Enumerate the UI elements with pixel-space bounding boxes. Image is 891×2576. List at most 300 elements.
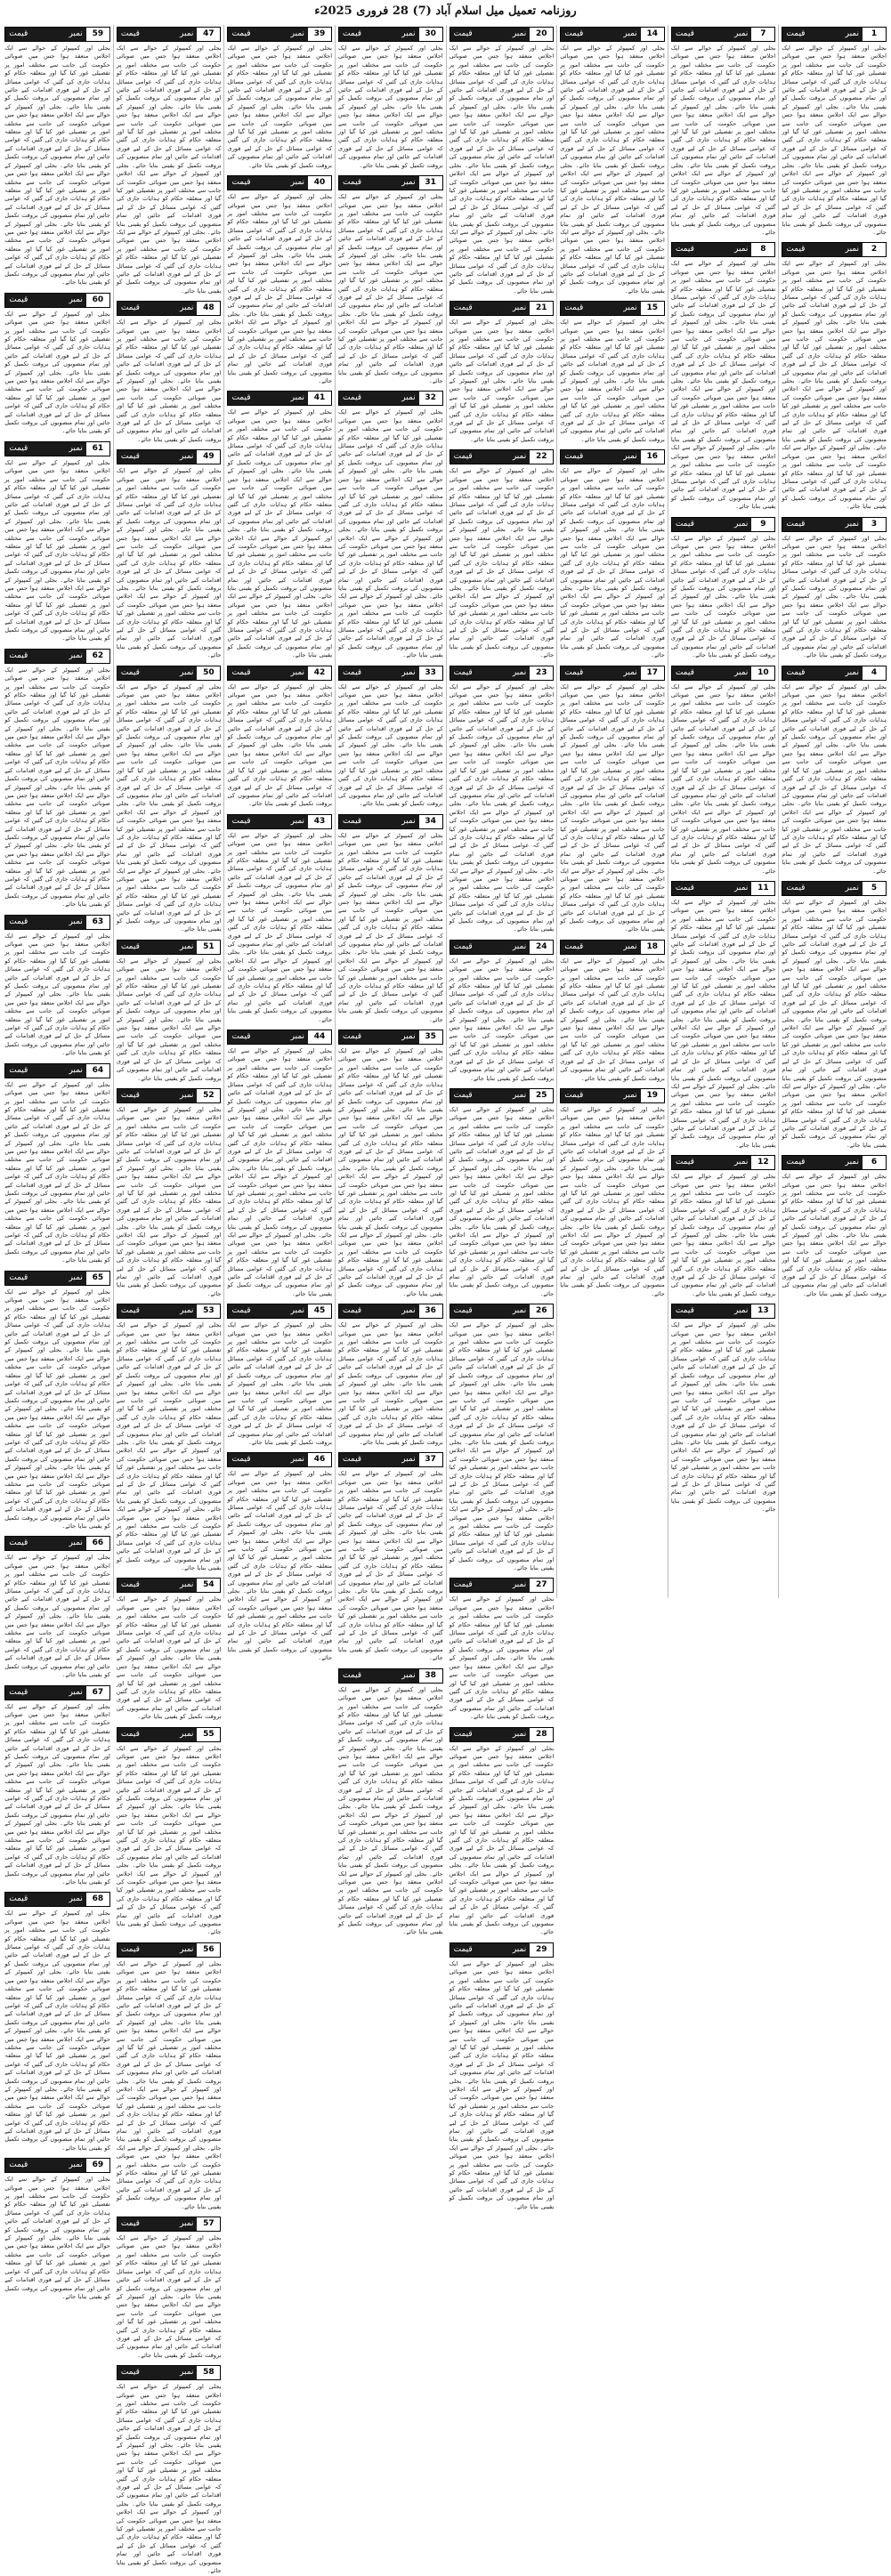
entry-heading [339, 392, 419, 405]
entry-number: 43 [308, 815, 331, 828]
entry-type: قیمت [120, 452, 140, 462]
news-column [778, 25, 889, 1598]
entry-header-bar [227, 1452, 332, 1467]
entry-label: نمبر [512, 1729, 527, 1739]
entry-heading [339, 1030, 419, 1044]
news-entry [117, 2365, 222, 2575]
entry-heading [5, 1893, 86, 1906]
entry-body: بجلی اور کمپیوٹر کے حوالے سے ایک اجلاس منعقد ہوا جس میں صوبائی حکومت کی جانب سے مختلف امور پر تفصیلی غور کیا گیا اور متعلقہ حکام کو ہدایات جاری کی گئیں کہ عوامی مسائل کے حل کے لیے فوری اقدامات کیے جائیں اور تمام منصوبوں کی بروقت تکمیل کو یقینی بنایا جائے۔ بجلی اور کمپیوٹر کے حوالے سے ایک اجلاس منعقد ہوا جس میں صوبائی حکومت کی جانب سے مختلف امور پر تفصیلی غور کیا گیا اور متعلقہ حکام کو ہدایات جاری کی گئیں کہ عوامی مسائل کے حل کے لیے فوری اقدامات کیے جائیں اور تمام منصوبوں کی بروقت تکمیل کو یقینی بنایا جائے۔ بجلی اور کمپیوٹر کے حوالے سے ایک اجلاس منعقد ہوا جس میں صوبائی حکومت کی جانب سے مختلف امور پر تفصیلی غور کیا گیا اور متعلقہ حکام کو ہدایات جاری کی گئیں کہ عوامی مسائل کے حل کے لیے فوری اقدامات کیے جائیں اور تمام منصوبوں کی بروقت تکمیل کو یقینی بنایا جائے۔ [116, 2383, 222, 2575]
news-entry [560, 301, 665, 444]
entry-type: قیمت [786, 519, 806, 529]
entry-number: 7 [751, 28, 774, 41]
entry-header-bar [117, 1304, 222, 1319]
entry-type: قیمت [675, 29, 694, 38]
news-entry [4, 915, 110, 1058]
entry-header-bar [227, 175, 332, 190]
entry-label: نمبر [69, 650, 83, 660]
entry-header-bar [4, 1892, 110, 1907]
entry-number: 20 [530, 28, 553, 41]
entry-label: نمبر [401, 1306, 416, 1316]
entry-number: 17 [641, 666, 664, 680]
entry-body: بجلی اور کمپیوٹر کے حوالے سے ایک اجلاس منعقد ہوا جس میں صوبائی حکومت کی جانب سے مختلف امور پر تفصیلی غور کیا گیا اور متعلقہ حکام کو ہدایات جاری کی گئیں کہ عوامی مسائل کے حل کے لیے فوری اقدامات کیے جائیں اور تمام منصوبوں کی بروقت تکمیل کو یقینی بنایا جائے۔ بجلی اور کمپیوٹر کے حوالے سے ایک اجلاس منعقد ہوا جس میں صوبائی حکومت کی جانب سے مختلف امور پر تفصیلی غور کیا گیا اور متعلقہ حکام کو ہدایات جاری کی گئیں کہ عوامی مسائل کے حل کے لیے فوری اقدامات کیے جائیں اور تمام منصوبوں کی بروقت تکمیل کو یقینی بنایا جائے۔ بجلی اور کمپیوٹر کے حوالے سے ایک اجلاس منعقد ہوا جس میں صوبائی حکومت کی جانب سے مختلف امور پر تفصیلی غور کیا گیا اور متعلقہ حکام کو ہدایات جاری کی گئیں کہ عوامی مسائل کے حل کے لیے فوری اقدامات کیے جائیں اور تمام منصوبوں کی بروقت تکمیل کو یقینی بنایا جائے۔ بجلی اور کمپیوٹر کے حوالے سے ایک اجلاس منعقد ہوا جس میں صوبائی حکومت کی جانب سے مختلف امور پر تفصیلی غور کیا گیا اور متعلقہ حکام کو ہدایات جاری کی گئیں کہ عوامی مسائل کے حل کے لیے فوری اقدامات کیے جائیں اور تمام منصوبوں کی بروقت تکمیل کو یقینی بنایا جائے۔ [338, 408, 443, 659]
entry-body: بجلی اور کمپیوٹر کے حوالے سے ایک اجلاس منعقد ہوا جس میں صوبائی حکومت کی جانب سے مختلف امور پر تفصیلی غور کیا گیا اور متعلقہ حکام کو ہدایات جاری کی گئیں کہ عوامی مسائل کے حل کے لیے فوری اقدامات کیے جائیں اور تمام منصوبوں کی بروقت تکمیل کو یقینی بنایا جائے۔ بجلی اور کمپیوٹر کے حوالے سے ایک اجلاس منعقد ہوا جس میں صوبائی حکومت کی جانب سے مختلف امور پر تفصیلی غور کیا گیا اور متعلقہ حکام کو ہدایات جاری کی گئیں کہ عوامی مسائل کے حل کے لیے فوری اقدامات کیے جائیں اور تمام منصوبوں کی بروقت تکمیل کو یقینی بنایا جائے۔ [449, 957, 555, 1082]
news-entry [338, 391, 443, 659]
entry-heading [5, 1064, 86, 1078]
entry-body: بجلی اور کمپیوٹر کے حوالے سے ایک اجلاس منعقد ہوا جس میں صوبائی حکومت کی جانب سے مختلف امور پر تفصیلی غور کیا گیا اور متعلقہ حکام کو ہدایات جاری کی گئیں کہ عوامی مسائل کے حل کے لیے فوری اقدامات کیے جائیں اور تمام منصوبوں کی بروقت تکمیل کو یقینی بنایا جائے۔ بجلی اور کمپیوٹر کے حوالے سے ایک اجلاس منعقد ہوا جس میں صوبائی حکومت کی جانب سے مختلف امور پر تفصیلی غور کیا گیا اور متعلقہ حکام کو ہدایات جاری کی گئیں کہ عوامی مسائل کے حل کے لیے فوری اقدامات کیے جائیں اور تمام منصوبوں کی بروقت تکمیل کو یقینی بنایا جائے۔ بجلی اور کمپیوٹر کے حوالے سے ایک اجلاس منعقد ہوا جس میں صوبائی حکومت کی جانب سے مختلف امور پر تفصیلی غور کیا گیا اور متعلقہ حکام کو ہدایات جاری کی گئیں کہ عوامی مسائل کے حل کے لیے فوری اقدامات کیے جائیں اور تمام منصوبوں کی بروقت تکمیل کو یقینی بنایا جائے۔ بجلی اور کمپیوٹر کے حوالے سے ایک اجلاس منعقد ہوا جس میں صوبائی حکومت کی جانب سے مختلف امور پر تفصیلی غور کیا گیا اور متعلقہ حکام کو ہدایات جاری کی گئیں کہ عوامی مسائل کے حل کے لیے فوری اقدامات کیے جائیں اور تمام منصوبوں کی بروقت تکمیل کو یقینی بنایا جائے۔ [338, 1047, 443, 1297]
entry-heading [5, 1272, 86, 1285]
entry-body: بجلی اور کمپیوٹر کے حوالے سے ایک اجلاس منعقد ہوا جس میں صوبائی حکومت کی جانب سے مختلف امور پر تفصیلی غور کیا گیا اور متعلقہ حکام کو ہدایات جاری کی گئیں کہ عوامی مسائل کے حل کے لیے فوری اقدامات کیے جائیں اور تمام منصوبوں کی بروقت تکمیل کو یقینی بنایا جائے۔ بجلی اور کمپیوٹر کے حوالے سے ایک اجلاس منعقد ہوا جس میں صوبائی حکومت کی جانب سے مختلف امور پر تفصیلی غور کیا گیا اور متعلقہ حکام کو ہدایات جاری کی گئیں کہ عوامی مسائل کے حل کے لیے فوری اقدامات کیے جائیں اور تمام منصوبوں کی بروقت تکمیل کو یقینی بنایا جائے۔ [449, 1595, 555, 1721]
entry-body: بجلی اور کمپیوٹر کے حوالے سے ایک اجلاس منعقد ہوا جس میں صوبائی حکومت کی جانب سے مختلف امور پر تفصیلی غور کیا گیا اور متعلقہ حکام کو ہدایات جاری کی گئیں کہ عوامی مسائل کے حل کے لیے فوری اقدامات کیے جائیں اور تمام منصوبوں کی بروقت تکمیل کو یقینی بنایا جائے۔ بجلی اور کمپیوٹر کے حوالے سے ایک اجلاس منعقد ہوا جس میں صوبائی حکومت کی جانب سے مختلف امور پر تفصیلی غور کیا گیا اور متعلقہ حکام کو ہدایات جاری کی گئیں کہ عوامی مسائل کے حل کے لیے فوری اقدامات کیے جائیں اور تمام منصوبوں کی بروقت تکمیل کو یقینی بنایا جائے۔ [449, 319, 555, 443]
entry-type: قیمت [231, 667, 251, 677]
entry-header-bar [117, 449, 222, 464]
news-entry [4, 1536, 110, 1679]
entry-type: قیمت [675, 667, 694, 677]
entry-type: قیمت [9, 295, 28, 304]
entry-heading [339, 815, 419, 828]
entry-type: قیمت [120, 2368, 140, 2378]
entry-label: نمبر [69, 29, 83, 38]
news-entry [338, 814, 443, 1024]
entry-heading [672, 243, 752, 256]
entry-label: نمبر [845, 883, 859, 892]
entry-heading [450, 1728, 531, 1741]
entry-header-bar [4, 649, 110, 664]
entry-number: 63 [86, 916, 109, 929]
entry-label: نمبر [69, 1538, 83, 1548]
news-entry [4, 293, 110, 436]
entry-type: قیمت [120, 667, 140, 677]
entry-label: نمبر [512, 1090, 527, 1100]
entry-label: نمبر [69, 443, 83, 453]
news-entry [117, 1578, 222, 1721]
entry-number: 48 [197, 302, 220, 315]
entry-heading [228, 1030, 308, 1044]
entry-body: بجلی اور کمپیوٹر کے حوالے سے ایک اجلاس منعقد ہوا جس میں صوبائی حکومت کی جانب سے مختلف امور پر تفصیلی غور کیا گیا اور متعلقہ حکام کو ہدایات جاری کی گئیں کہ عوامی مسائل کے حل کے لیے فوری اقدامات کیے جائیں اور تمام منصوبوں کی بروقت تکمیل کو یقینی بنایا جائے۔ بجلی اور کمپیوٹر کے حوالے سے ایک اجلاس منعقد ہوا جس میں صوبائی حکومت کی جانب سے مختلف امور پر تفصیلی غور کیا گیا اور متعلقہ حکام کو ہدایات جاری کی گئیں کہ عوامی مسائل کے حل کے لیے فوری اقدامات کیے جائیں اور تمام منصوبوں کی بروقت تکمیل کو یقینی بنایا جائے۔ بجلی اور کمپیوٹر کے حوالے سے ایک اجلاس منعقد ہوا جس میں صوبائی حکومت کی جانب سے مختلف امور پر تفصیلی غور کیا گیا اور متعلقہ حکام کو ہدایات جاری کی گئیں کہ عوامی مسائل کے حل کے لیے فوری اقدامات کیے جائیں اور تمام منصوبوں کی بروقت تکمیل کو یقینی بنایا جائے۔ [116, 1105, 222, 1297]
entry-header-bar [227, 1030, 332, 1045]
entry-body: بجلی اور کمپیوٹر کے حوالے سے ایک اجلاس منعقد ہوا جس میں صوبائی حکومت کی جانب سے مختلف امور پر تفصیلی غور کیا گیا اور متعلقہ حکام کو ہدایات جاری کی گئیں کہ عوامی مسائل کے حل کے لیے فوری اقدامات کیے جائیں اور تمام منصوبوں کی بروقت تکمیل کو یقینی بنایا جائے۔ بجلی اور کمپیوٹر کے حوالے سے ایک اجلاس منعقد ہوا جس میں صوبائی حکومت کی جانب سے مختلف امور پر تفصیلی غور کیا گیا اور متعلقہ حکام کو ہدایات جاری کی گئیں کہ عوامی مسائل کے حل کے لیے فوری اقدامات کیے جائیں اور تمام منصوبوں کی بروقت تکمیل کو یقینی بنایا جائے۔ [4, 932, 110, 1057]
entry-body: بجلی اور کمپیوٹر کے حوالے سے ایک اجلاس منعقد ہوا جس میں صوبائی حکومت کی جانب سے مختلف امور پر تفصیلی غور کیا گیا اور متعلقہ حکام کو ہدایات جاری کی گئیں کہ عوامی مسائل کے حل کے لیے فوری اقدامات کیے جائیں اور تمام منصوبوں کی بروقت تکمیل کو یقینی بنایا جائے۔ بجلی اور کمپیوٹر کے حوالے سے ایک اجلاس منعقد ہوا جس میں صوبائی حکومت کی جانب سے مختلف امور پر تفصیلی غور کیا گیا اور متعلقہ حکام کو ہدایات جاری کی گئیں کہ عوامی مسائل کے حل کے لیے فوری اقدامات کیے جائیں اور تمام منصوبوں کی بروقت تکمیل کو یقینی بنایا جائے۔ بجلی اور کمپیوٹر کے حوالے سے ایک اجلاس منعقد ہوا جس میں صوبائی حکومت کی جانب سے مختلف امور پر تفصیلی غور کیا گیا اور متعلقہ حکام کو ہدایات جاری کی گئیں کہ عوامی مسائل کے حل کے لیے فوری اقدامات کیے جائیں اور تمام منصوبوں کی بروقت تکمیل کو یقینی بنایا جائے۔ [670, 1321, 776, 1514]
entry-label: نمبر [180, 1729, 194, 1739]
entry-header-bar [117, 1942, 222, 1958]
entry-number: 38 [419, 1669, 442, 1683]
masthead: روزنامہ تعمیل میل اسلام آباد (7) 28 فروری 2025ء [314, 4, 577, 18]
entry-body: بجلی اور کمپیوٹر کے حوالے سے ایک اجلاس منعقد ہوا جس میں صوبائی حکومت کی جانب سے مختلف امور پر تفصیلی غور کیا گیا اور متعلقہ حکام کو ہدایات جاری کی گئیں کہ عوامی مسائل کے حل کے لیے فوری اقدامات کیے جائیں اور تمام منصوبوں کی بروقت تکمیل کو یقینی بنایا جائے۔ بجلی اور کمپیوٹر کے حوالے سے ایک اجلاس منعقد ہوا جس میں صوبائی حکومت کی جانب سے مختلف امور پر تفصیلی غور کیا گیا اور متعلقہ حکام کو ہدایات جاری کی گئیں کہ عوامی مسائل کے حل کے لیے فوری اقدامات کیے جائیں اور تمام منصوبوں کی بروقت تکمیل کو یقینی بنایا جائے۔ بجلی اور کمپیوٹر کے حوالے سے ایک اجلاس منعقد ہوا جس میں صوبائی حکومت کی جانب سے مختلف امور پر تفصیلی غور کیا گیا اور متعلقہ حکام کو ہدایات جاری کی گئیں کہ عوامی مسائل کے حل کے لیے فوری اقدامات کیے جائیں اور تمام منصوبوں کی بروقت تکمیل کو یقینی بنایا جائے۔ بجلی اور کمپیوٹر کے حوالے سے ایک اجلاس منعقد ہوا جس میں صوبائی حکومت کی جانب سے مختلف امور پر تفصیلی غور کیا گیا اور متعلقہ حکام کو ہدایات جاری کی گئیں کہ عوامی مسائل کے حل کے لیے فوری اقدامات کیے جائیں اور تمام منصوبوں کی بروقت تکمیل کو یقینی بنایا جائے۔ [782, 898, 887, 1149]
news-entry [782, 881, 887, 1150]
entry-type: قیمت [786, 667, 806, 677]
entry-heading [450, 302, 531, 315]
news-entry [782, 27, 887, 237]
entry-label: نمبر [290, 667, 305, 677]
entry-header-bar [560, 27, 665, 42]
entry-number: 52 [197, 1089, 220, 1102]
entry-label: نمبر [845, 667, 859, 677]
news-entry [117, 1942, 222, 2211]
entry-label: نمبر [623, 1090, 637, 1100]
entry-header-bar [560, 301, 665, 316]
entry-type: قیمت [9, 1538, 28, 1548]
news-entry [4, 1892, 110, 2152]
entry-body: بجلی اور کمپیوٹر کے حوالے سے ایک اجلاس منعقد ہوا جس میں صوبائی حکومت کی جانب سے مختلف امور پر تفصیلی غور کیا گیا اور متعلقہ حکام کو ہدایات جاری کی گئیں کہ عوامی مسائل کے حل کے لیے فوری اقدامات کیے جائیں اور تمام منصوبوں کی بروقت تکمیل کو یقینی بنایا جائے۔ بجلی اور کمپیوٹر کے حوالے سے ایک اجلاس منعقد ہوا جس میں صوبائی حکومت کی جانب سے مختلف امور پر تفصیلی غور کیا گیا اور متعلقہ حکام کو ہدایات جاری کی گئیں کہ عوامی مسائل کے حل کے لیے فوری اقدامات کیے جائیں اور تمام منصوبوں کی بروقت تکمیل کو یقینی بنایا جائے۔ [670, 534, 776, 659]
entry-number: 2 [863, 243, 886, 256]
news-entry [227, 175, 332, 385]
entry-number: 45 [308, 1304, 331, 1318]
entry-body: بجلی اور کمپیوٹر کے حوالے سے ایک اجلاس منعقد ہوا جس میں صوبائی حکومت کی جانب سے مختلف امور پر تفصیلی غور کیا گیا اور متعلقہ حکام کو ہدایات جاری کی گئیں کہ عوامی مسائل کے حل کے لیے فوری اقدامات کیے جائیں اور تمام منصوبوں کی بروقت تکمیل کو یقینی بنایا جائے۔ بجلی اور کمپیوٹر کے حوالے سے ایک اجلاس منعقد ہوا جس میں صوبائی حکومت کی جانب سے مختلف امور پر تفصیلی غور کیا گیا اور متعلقہ حکام کو ہدایات جاری کی گئیں کہ عوامی مسائل کے حل کے لیے فوری اقدامات کیے جائیں اور تمام منصوبوں کی بروقت تکمیل کو یقینی بنایا جائے۔ بجلی اور کمپیوٹر کے حوالے سے ایک اجلاس منعقد ہوا جس میں صوبائی حکومت کی جانب سے مختلف امور پر تفصیلی غور کیا گیا اور متعلقہ حکام کو ہدایات جاری کی گئیں کہ عوامی مسائل کے حل کے لیے فوری اقدامات کیے جائیں اور تمام منصوبوں کی بروقت تکمیل کو یقینی بنایا جائے۔ [4, 458, 110, 642]
entry-heading [561, 666, 641, 680]
entry-type: قیمت [343, 667, 362, 677]
entry-number: 31 [419, 176, 442, 190]
entry-type: قیمت [675, 1306, 694, 1316]
entry-body: بجلی اور کمپیوٹر کے حوالے سے ایک اجلاس منعقد ہوا جس میں صوبائی حکومت کی جانب سے مختلف امور پر تفصیلی غور کیا گیا اور متعلقہ حکام کو ہدایات جاری کی گئیں کہ عوامی مسائل کے حل کے لیے فوری اقدامات کیے جائیں اور تمام منصوبوں کی بروقت تکمیل کو یقینی بنایا جائے۔ بجلی اور کمپیوٹر کے حوالے سے ایک اجلاس منعقد ہوا جس میں صوبائی حکومت کی جانب سے مختلف امور پر تفصیلی غور کیا گیا اور متعلقہ حکام کو ہدایات جاری کی گئیں کہ عوامی مسائل کے حل کے لیے فوری اقدامات کیے جائیں اور تمام منصوبوں کی بروقت تکمیل کو یقینی بنایا جائے۔ بجلی اور کمپیوٹر کے حوالے سے ایک اجلاس منعقد ہوا جس میں صوبائی حکومت کی جانب سے مختلف امور پر تفصیلی غور کیا گیا اور متعلقہ حکام کو ہدایات جاری کی گئیں کہ عوامی مسائل کے حل کے لیے فوری اقدامات کیے جائیں اور تمام منصوبوں کی بروقت تکمیل کو یقینی بنایا جائے۔ [116, 1744, 222, 1936]
entry-type: قیمت [9, 1065, 28, 1075]
entry-label: نمبر [180, 1090, 194, 1100]
entry-body: بجلی اور کمپیوٹر کے حوالے سے ایک اجلاس منعقد ہوا جس میں صوبائی حکومت کی جانب سے مختلف امور پر تفصیلی غور کیا گیا اور متعلقہ حکام کو ہدایات جاری کی گئیں کہ عوامی مسائل کے حل کے لیے فوری اقدامات کیے جائیں اور تمام منصوبوں کی بروقت تکمیل کو یقینی بنایا جائے۔ بجلی اور کمپیوٹر کے حوالے سے ایک اجلاس منعقد ہوا جس میں صوبائی حکومت کی جانب سے مختلف امور پر تفصیلی غور کیا گیا اور متعلقہ حکام کو ہدایات جاری کی گئیں کہ عوامی مسائل کے حل کے لیے فوری اقدامات کیے جائیں اور تمام منصوبوں کی بروقت تکمیل کو یقینی بنایا جائے۔ [338, 1321, 443, 1446]
entry-label: نمبر [401, 29, 416, 38]
entry-type: قیمت [453, 1306, 473, 1316]
entry-number: 26 [530, 1304, 553, 1318]
entry-heading [339, 1453, 419, 1466]
entry-type: قیمت [564, 303, 584, 313]
entry-label: نمبر [734, 29, 749, 38]
news-entry [117, 666, 222, 934]
news-entry [450, 27, 555, 295]
entry-header-bar [782, 242, 887, 257]
entry-type: قیمت [9, 1687, 28, 1697]
entry-body: بجلی اور کمپیوٹر کے حوالے سے ایک اجلاس منعقد ہوا جس میں صوبائی حکومت کی جانب سے مختلف امور پر تفصیلی غور کیا گیا اور متعلقہ حکام کو ہدایات جاری کی گئیں کہ عوامی مسائل کے حل کے لیے فوری اقدامات کیے جائیں اور تمام منصوبوں کی بروقت تکمیل کو یقینی بنایا جائے۔ بجلی اور کمپیوٹر کے حوالے سے ایک اجلاس منعقد ہوا جس میں صوبائی حکومت کی جانب سے مختلف امور پر تفصیلی غور کیا گیا اور متعلقہ حکام کو ہدایات جاری کی گئیں کہ عوامی مسائل کے حل کے لیے فوری اقدامات کیے جائیں اور تمام منصوبوں کی بروقت تکمیل کو یقینی بنایا جائے۔ [227, 682, 333, 808]
entry-heading [117, 666, 198, 680]
entry-body: بجلی اور کمپیوٹر کے حوالے سے ایک اجلاس منعقد ہوا جس میں صوبائی حکومت کی جانب سے مختلف امور پر تفصیلی غور کیا گیا اور متعلقہ حکام کو ہدایات جاری کی گئیں کہ عوامی مسائل کے حل کے لیے فوری اقدامات کیے جائیں اور تمام منصوبوں کی بروقت تکمیل کو یقینی بنایا جائے۔ بجلی اور کمپیوٹر کے حوالے سے ایک اجلاس منعقد ہوا جس میں صوبائی حکومت کی جانب سے مختلف امور پر تفصیلی غور کیا گیا اور متعلقہ حکام کو ہدایات جاری کی گئیں کہ عوامی مسائل کے حل کے لیے فوری اقدامات کیے جائیں اور تمام منصوبوں کی بروقت تکمیل کو یقینی بنایا جائے۔ بجلی اور کمپیوٹر کے حوالے سے ایک اجلاس منعقد ہوا جس میں صوبائی حکومت کی جانب سے مختلف امور پر تفصیلی غور کیا گیا اور متعلقہ حکام کو ہدایات جاری کی گئیں کہ عوامی مسائل کے حل کے لیے فوری اقدامات کیے جائیں اور تمام منصوبوں کی بروقت تکمیل کو یقینی بنایا جائے۔ بجلی اور کمپیوٹر کے حوالے سے ایک اجلاس منعقد ہوا جس میں صوبائی حکومت کی جانب سے مختلف امور پر تفصیلی غور کیا گیا اور متعلقہ حکام کو ہدایات جاری کی گئیں کہ عوامی مسائل کے حل کے لیے فوری اقدامات کیے جائیں اور تمام منصوبوں کی بروقت تکمیل کو یقینی بنایا جائے۔ [560, 44, 665, 295]
entry-number: 49 [197, 450, 220, 464]
news-entry [338, 1452, 443, 1662]
entry-number: 66 [86, 1537, 109, 1550]
entry-header-bar [338, 391, 443, 406]
entry-number: 47 [197, 28, 220, 41]
news-entry [227, 1452, 332, 1662]
entry-body: بجلی اور کمپیوٹر کے حوالے سے ایک اجلاس منعقد ہوا جس میں صوبائی حکومت کی جانب سے مختلف امور پر تفصیلی غور کیا گیا اور متعلقہ حکام کو ہدایات جاری کی گئیں کہ عوامی مسائل کے حل کے لیے فوری اقدامات کیے جائیں اور تمام منصوبوں کی بروقت تکمیل کو یقینی بنایا جائے۔ بجلی اور کمپیوٹر کے حوالے سے ایک اجلاس منعقد ہوا جس میں صوبائی حکومت کی جانب سے مختلف امور پر تفصیلی غور کیا گیا اور متعلقہ حکام کو ہدایات جاری کی گئیں کہ عوامی مسائل کے حل کے لیے فوری اقدامات کیے جائیں اور تمام منصوبوں کی بروقت تکمیل کو یقینی بنایا جائے۔ [116, 957, 222, 1082]
entry-header-bar [338, 1304, 443, 1319]
entry-header-bar [338, 814, 443, 829]
entry-header-bar [671, 242, 776, 257]
news-column [335, 25, 446, 1936]
entry-header-bar [4, 441, 110, 456]
news-entry [117, 2217, 222, 2360]
entry-type: قیمت [9, 443, 28, 453]
news-entry [450, 1088, 555, 1298]
entry-type: قیمت [453, 452, 473, 462]
news-entry [117, 301, 222, 444]
entry-label: نمبر [845, 245, 859, 254]
entry-number: 55 [197, 1728, 220, 1741]
entry-number: 34 [419, 815, 442, 828]
entry-label: نمبر [180, 303, 194, 313]
news-entry [450, 1942, 555, 2211]
entry-type: قیمت [9, 650, 28, 660]
entry-label: نمبر [180, 1580, 194, 1590]
news-entry [117, 449, 222, 659]
entry-heading [5, 2159, 86, 2172]
entry-body: بجلی اور کمپیوٹر کے حوالے سے ایک اجلاس منعقد ہوا جس میں صوبائی حکومت کی جانب سے مختلف امور پر تفصیلی غور کیا گیا اور متعلقہ حکام کو ہدایات جاری کی گئیں کہ عوامی مسائل کے حل کے لیے فوری اقدامات کیے جائیں اور تمام منصوبوں کی بروقت تکمیل کو یقینی بنایا جائے۔ بجلی اور کمپیوٹر کے حوالے سے ایک اجلاس منعقد ہوا جس میں صوبائی حکومت کی جانب سے مختلف امور پر تفصیلی غور کیا گیا اور متعلقہ حکام کو ہدایات جاری کی گئیں کہ عوامی مسائل کے حل کے لیے فوری اقدامات کیے جائیں اور تمام منصوبوں کی بروقت تکمیل کو یقینی بنایا جائے۔ بجلی اور کمپیوٹر کے حوالے سے ایک اجلاس منعقد ہوا جس میں صوبائی حکومت کی جانب سے مختلف امور پر تفصیلی غور کیا گیا اور متعلقہ حکام کو ہدایات جاری کی گئیں کہ عوامی مسائل کے حل کے لیے فوری اقدامات کیے جائیں اور تمام منصوبوں کی بروقت تکمیل کو یقینی بنایا جائے۔ بجلی اور کمپیوٹر کے حوالے سے ایک اجلاس منعقد ہوا جس میں صوبائی حکومت کی جانب سے مختلف امور پر تفصیلی غور کیا گیا اور متعلقہ حکام کو ہدایات جاری کی گئیں کہ عوامی مسائل کے حل کے لیے فوری اقدامات کیے جائیں اور تمام منصوبوں کی بروقت تکمیل کو یقینی بنایا جائے۔ [116, 682, 222, 933]
entry-body: بجلی اور کمپیوٹر کے حوالے سے ایک اجلاس منعقد ہوا جس میں صوبائی حکومت کی جانب سے مختلف امور پر تفصیلی غور کیا گیا اور متعلقہ حکام کو ہدایات جاری کی گئیں کہ عوامی مسائل کے حل کے لیے فوری اقدامات کیے جائیں اور تمام منصوبوں کی بروقت تکمیل کو یقینی بنایا جائے۔ بجلی اور کمپیوٹر کے حوالے سے ایک اجلاس منعقد ہوا جس میں صوبائی حکومت کی جانب سے مختلف امور پر تفصیلی غور کیا گیا اور متعلقہ حکام کو ہدایات جاری کی گئیں کہ عوامی مسائل کے حل کے لیے فوری اقدامات کیے جائیں اور تمام منصوبوں کی بروقت تکمیل کو یقینی بنایا جائے۔ [338, 682, 443, 808]
entry-type: قیمت [120, 2219, 140, 2229]
entry-label: نمبر [180, 941, 194, 951]
entry-type: قیمت [9, 1894, 28, 1904]
entry-header-bar [450, 449, 555, 464]
entry-label: نمبر [623, 452, 637, 462]
entry-label: نمبر [401, 667, 416, 677]
entry-body: بجلی اور کمپیوٹر کے حوالے سے ایک اجلاس منعقد ہوا جس میں صوبائی حکومت کی جانب سے مختلف امور پر تفصیلی غور کیا گیا اور متعلقہ حکام کو ہدایات جاری کی گئیں کہ عوامی مسائل کے حل کے لیے فوری اقدامات کیے جائیں اور تمام منصوبوں کی بروقت تکمیل کو یقینی بنایا جائے۔ بجلی اور کمپیوٹر کے حوالے سے ایک اجلاس منعقد ہوا جس میں صوبائی حکومت کی جانب سے مختلف امور پر تفصیلی غور کیا گیا اور متعلقہ حکام کو ہدایات جاری کی گئیں کہ عوامی مسائل کے حل کے لیے فوری اقدامات کیے جائیں اور تمام منصوبوں کی بروقت تکمیل کو یقینی بنایا جائے۔ [782, 534, 887, 659]
entry-label: نمبر [512, 303, 527, 313]
entry-label: نمبر [401, 1455, 416, 1465]
entry-header-bar [450, 1942, 555, 1958]
news-entry [671, 517, 776, 660]
entry-label: نمبر [69, 917, 83, 926]
entry-body: بجلی اور کمپیوٹر کے حوالے سے ایک اجلاس منعقد ہوا جس میں صوبائی حکومت کی جانب سے مختلف امور پر تفصیلی غور کیا گیا اور متعلقہ حکام کو ہدایات جاری کی گئیں کہ عوامی مسائل کے حل کے لیے فوری اقدامات کیے جائیں اور تمام منصوبوں کی بروقت تکمیل کو یقینی بنایا جائے۔ بجلی اور کمپیوٹر کے حوالے سے ایک اجلاس منعقد ہوا جس میں صوبائی حکومت کی جانب سے مختلف امور پر تفصیلی غور کیا گیا اور متعلقہ حکام کو ہدایات جاری کی گئیں کہ عوامی مسائل کے حل کے لیے فوری اقدامات کیے جائیں اور تمام منصوبوں کی بروقت تکمیل کو یقینی بنایا جائے۔ [4, 310, 110, 435]
entry-label: نمبر [734, 883, 749, 892]
entry-number: 24 [530, 941, 553, 954]
news-entry [117, 1088, 222, 1298]
entry-number: 22 [530, 450, 553, 464]
entry-number: 21 [530, 302, 553, 315]
entry-body: بجلی اور کمپیوٹر کے حوالے سے ایک اجلاس منعقد ہوا جس میں صوبائی حکومت کی جانب سے مختلف امور پر تفصیلی غور کیا گیا اور متعلقہ حکام کو ہدایات جاری کی گئیں کہ عوامی مسائل کے حل کے لیے فوری اقدامات کیے جائیں اور تمام منصوبوں کی بروقت تکمیل کو یقینی بنایا جائے۔ بجلی اور کمپیوٹر کے حوالے سے ایک اجلاس منعقد ہوا جس میں صوبائی حکومت کی جانب سے مختلف امور پر تفصیلی غور کیا گیا اور متعلقہ حکام کو ہدایات جاری کی گئیں کہ عوامی مسائل کے حل کے لیے فوری اقدامات کیے جائیں اور تمام منصوبوں کی بروقت تکمیل کو یقینی بنایا جائے۔ بجلی اور کمپیوٹر کے حوالے سے ایک اجلاس منعقد ہوا جس میں صوبائی حکومت کی جانب سے مختلف امور پر تفصیلی غور کیا گیا اور متعلقہ حکام کو ہدایات جاری کی گئیں کہ عوامی مسائل کے حل کے لیے فوری اقدامات کیے جائیں اور تمام منصوبوں کی بروقت تکمیل کو یقینی بنایا جائے۔ بجلی اور کمپیوٹر کے حوالے سے ایک اجلاس منعقد ہوا جس میں صوبائی حکومت کی جانب سے مختلف امور پر تفصیلی غور کیا گیا اور متعلقہ حکام کو ہدایات جاری کی گئیں کہ عوامی مسائل کے حل کے لیے فوری اقدامات کیے جائیں اور تمام منصوبوں کی بروقت تکمیل کو یقینی بنایا جائے۔ [449, 1959, 555, 2210]
news-entry [782, 517, 887, 660]
entry-number: 4 [863, 666, 886, 680]
entry-type: قیمت [564, 1090, 584, 1100]
entry-number: 3 [863, 518, 886, 531]
entry-number: 27 [530, 1579, 553, 1592]
entry-body: بجلی اور کمپیوٹر کے حوالے سے ایک اجلاس منعقد ہوا جس میں صوبائی حکومت کی جانب سے مختلف امور پر تفصیلی غور کیا گیا اور متعلقہ حکام کو ہدایات جاری کی گئیں کہ عوامی مسائل کے حل کے لیے فوری اقدامات کیے جائیں اور تمام منصوبوں کی بروقت تکمیل کو یقینی بنایا جائے۔ بجلی اور کمپیوٹر کے حوالے سے ایک اجلاس منعقد ہوا جس میں صوبائی حکومت کی جانب سے مختلف امور پر تفصیلی غور کیا گیا اور متعلقہ حکام کو ہدایات جاری کی گئیں کہ عوامی مسائل کے حل کے لیے فوری اقدامات کیے جائیں اور تمام منصوبوں کی بروقت تکمیل کو یقینی بنایا جائے۔ بجلی اور کمپیوٹر کے حوالے سے ایک اجلاس منعقد ہوا جس میں صوبائی حکومت کی جانب سے مختلف امور پر تفصیلی غور کیا گیا اور متعلقہ حکام کو ہدایات جاری کی گئیں کہ عوامی مسائل کے حل کے لیے فوری اقدامات کیے جائیں اور تمام منصوبوں کی بروقت تکمیل کو یقینی بنایا جائے۔ بجلی اور کمپیوٹر کے حوالے سے ایک اجلاس منعقد ہوا جس میں صوبائی حکومت کی جانب سے مختلف امور پر تفصیلی غور کیا گیا اور متعلقہ حکام کو ہدایات جاری کی گئیں کہ عوامی مسائل کے حل کے لیے فوری اقدامات کیے جائیں اور تمام منصوبوں کی بروقت تکمیل کو یقینی بنایا جائے۔ [782, 260, 887, 511]
entry-heading [117, 2217, 198, 2231]
entry-heading [339, 176, 419, 190]
entry-heading [117, 1089, 198, 1102]
entry-header-bar [117, 2217, 222, 2232]
entry-type: قیمت [343, 1670, 362, 1680]
entry-type: قیمت [231, 1306, 251, 1316]
columns-container [2, 25, 889, 2575]
entry-header-bar [782, 517, 887, 532]
news-entry [450, 666, 555, 934]
entry-label: نمبر [180, 1944, 194, 1954]
entry-label: نمبر [290, 178, 305, 188]
entry-type: قیمت [231, 178, 251, 188]
entry-header-bar [450, 1578, 555, 1593]
entry-heading [228, 28, 308, 41]
entry-body: بجلی اور کمپیوٹر کے حوالے سے ایک اجلاس منعقد ہوا جس میں صوبائی حکومت کی جانب سے مختلف امور پر تفصیلی غور کیا گیا اور متعلقہ حکام کو ہدایات جاری کی گئیں کہ عوامی مسائل کے حل کے لیے فوری اقدامات کیے جائیں اور تمام منصوبوں کی بروقت تکمیل کو یقینی بنایا جائے۔ بجلی اور کمپیوٹر کے حوالے سے ایک اجلاس منعقد ہوا جس میں صوبائی حکومت کی جانب سے مختلف امور پر تفصیلی غور کیا گیا اور متعلقہ حکام کو ہدایات جاری کی گئیں کہ عوامی مسائل کے حل کے لیے فوری اقدامات کیے جائیں اور تمام منصوبوں کی بروقت تکمیل کو یقینی بنایا جائے۔ بجلی اور کمپیوٹر کے حوالے سے ایک اجلاس منعقد ہوا جس میں صوبائی حکومت کی جانب سے مختلف امور پر تفصیلی غور کیا گیا اور متعلقہ حکام کو ہدایات جاری کی گئیں کہ عوامی مسائل کے حل کے لیے فوری اقدامات کیے جائیں اور تمام منصوبوں کی بروقت تکمیل کو یقینی بنایا جائے۔ [449, 467, 555, 659]
news-column [668, 25, 779, 1598]
entry-number: 29 [530, 1943, 553, 1957]
entry-header-bar [4, 1536, 110, 1551]
entry-type: قیمت [231, 1032, 251, 1042]
entry-body: بجلی اور کمپیوٹر کے حوالے سے ایک اجلاس منعقد ہوا جس میں صوبائی حکومت کی جانب سے مختلف امور پر تفصیلی غور کیا گیا اور متعلقہ حکام کو ہدایات جاری کی گئیں کہ عوامی مسائل کے حل کے لیے فوری اقدامات کیے جائیں اور تمام منصوبوں کی بروقت تکمیل کو یقینی بنایا جائے۔ بجلی اور کمپیوٹر کے حوالے سے ایک اجلاس منعقد ہوا جس میں صوبائی حکومت کی جانب سے مختلف امور پر تفصیلی غور کیا گیا اور متعلقہ حکام کو ہدایات جاری کی گئیں کہ عوامی مسائل کے حل کے لیے فوری اقدامات کیے جائیں اور تمام منصوبوں کی بروقت تکمیل کو یقینی بنایا جائے۔ بجلی اور کمپیوٹر کے حوالے سے ایک اجلاس منعقد ہوا جس میں صوبائی حکومت کی جانب سے مختلف امور پر تفصیلی غور کیا گیا اور متعلقہ حکام کو ہدایات جاری کی گئیں کہ عوامی مسائل کے حل کے لیے فوری اقدامات کیے جائیں اور تمام منصوبوں کی بروقت تکمیل کو یقینی بنایا جائے۔ بجلی اور کمپیوٹر کے حوالے سے ایک اجلاس منعقد ہوا جس میں صوبائی حکومت کی جانب سے مختلف امور پر تفصیلی غور کیا گیا اور متعلقہ حکام کو ہدایات جاری کی گئیں کہ عوامی مسائل کے حل کے لیے فوری اقدامات کیے جائیں اور تمام منصوبوں کی بروقت تکمیل کو یقینی بنایا جائے۔ [116, 1959, 222, 2210]
entry-heading [561, 1089, 641, 1102]
news-entry [671, 1304, 776, 1514]
news-column [2, 25, 113, 2300]
entry-heading [339, 1304, 419, 1318]
entry-body: بجلی اور کمپیوٹر کے حوالے سے ایک اجلاس منعقد ہوا جس میں صوبائی حکومت کی جانب سے مختلف امور پر تفصیلی غور کیا گیا اور متعلقہ حکام کو ہدایات جاری کی گئیں کہ عوامی مسائل کے حل کے لیے فوری اقدامات کیے جائیں اور تمام منصوبوں کی بروقت تکمیل کو یقینی بنایا جائے۔ بجلی اور کمپیوٹر کے حوالے سے ایک اجلاس منعقد ہوا جس میں صوبائی حکومت کی جانب سے مختلف امور پر تفصیلی غور کیا گیا اور متعلقہ حکام کو ہدایات جاری کی گئیں کہ عوامی مسائل کے حل کے لیے فوری اقدامات کیے جائیں اور تمام منصوبوں کی بروقت تکمیل کو یقینی بنایا جائے۔ بجلی اور کمپیوٹر کے حوالے سے ایک اجلاس منعقد ہوا جس میں صوبائی حکومت کی جانب سے مختلف امور پر تفصیلی غور کیا گیا اور متعلقہ حکام کو ہدایات جاری کی گئیں کہ عوامی مسائل کے حل کے لیے فوری اقدامات کیے جائیں اور تمام منصوبوں کی بروقت تکمیل کو یقینی بنایا جائے۔ [449, 1744, 555, 1936]
entry-label: نمبر [401, 178, 416, 188]
entry-number: 36 [419, 1304, 442, 1318]
entry-header-bar [450, 940, 555, 955]
entry-heading [561, 941, 641, 954]
entry-heading [450, 941, 531, 954]
news-entry [4, 649, 110, 909]
entry-label: نمبر [734, 519, 749, 529]
entry-number: 61 [86, 442, 109, 456]
entry-number: 46 [308, 1453, 331, 1466]
news-entry [560, 940, 665, 1083]
entry-type: قیمت [453, 29, 473, 38]
news-entry [117, 27, 222, 295]
entry-number: 51 [197, 941, 220, 954]
entry-type: قیمت [120, 1944, 140, 1954]
entry-heading [672, 666, 752, 680]
entry-body: بجلی اور کمپیوٹر کے حوالے سے ایک اجلاس منعقد ہوا جس میں صوبائی حکومت کی جانب سے مختلف امور پر تفصیلی غور کیا گیا اور متعلقہ حکام کو ہدایات جاری کی گئیں کہ عوامی مسائل کے حل کے لیے فوری اقدامات کیے جائیں اور تمام منصوبوں کی بروقت تکمیل کو یقینی بنایا جائے۔ بجلی اور کمپیوٹر کے حوالے سے ایک اجلاس منعقد ہوا جس میں صوبائی حکومت کی جانب سے مختلف امور پر تفصیلی غور کیا گیا اور متعلقہ حکام کو ہدایات جاری کی گئیں کہ عوامی مسائل کے حل کے لیے فوری اقدامات کیے جائیں اور تمام منصوبوں کی بروقت تکمیل کو یقینی بنایا جائے۔ [116, 2234, 222, 2359]
entry-heading [450, 28, 531, 41]
entry-header-bar [450, 666, 555, 681]
entry-type: قیمت [120, 1306, 140, 1316]
entry-header-bar [4, 1063, 110, 1078]
entry-body: بجلی اور کمپیوٹر کے حوالے سے ایک اجلاس منعقد ہوا جس میں صوبائی حکومت کی جانب سے مختلف امور پر تفصیلی غور کیا گیا اور متعلقہ حکام کو ہدایات جاری کی گئیں کہ عوامی مسائل کے حل کے لیے فوری اقدامات کیے جائیں اور تمام منصوبوں کی بروقت تکمیل کو یقینی بنایا جائے۔ بجلی اور کمپیوٹر کے حوالے سے ایک اجلاس منعقد ہوا جس میں صوبائی حکومت کی جانب سے مختلف امور پر تفصیلی غور کیا گیا اور متعلقہ حکام کو ہدایات جاری کی گئیں کہ عوامی مسائل کے حل کے لیے فوری اقدامات کیے جائیں اور تمام منصوبوں کی بروقت تکمیل کو یقینی بنایا جائے۔ بجلی اور کمپیوٹر کے حوالے سے ایک اجلاس منعقد ہوا جس میں صوبائی حکومت کی جانب سے مختلف امور پر تفصیلی غور کیا گیا اور متعلقہ حکام کو ہدایات جاری کی گئیں کہ عوامی مسائل کے حل کے لیے فوری اقدامات کیے جائیں اور تمام منصوبوں کی بروقت تکمیل کو یقینی بنایا جائے۔ بجلی اور کمپیوٹر کے حوالے سے ایک اجلاس منعقد ہوا جس میں صوبائی حکومت کی جانب سے مختلف امور پر تفصیلی غور کیا گیا اور متعلقہ حکام کو ہدایات جاری کی گئیں کہ عوامی مسائل کے حل کے لیے فوری اقدامات کیے جائیں اور تمام منصوبوں کی بروقت تکمیل کو یقینی بنایا جائے۔ [4, 1910, 110, 2152]
entry-type: قیمت [453, 1729, 473, 1739]
entry-type: قیمت [9, 29, 28, 38]
entry-type: قیمت [453, 941, 473, 951]
entry-body: بجلی اور کمپیوٹر کے حوالے سے ایک اجلاس منعقد ہوا جس میں صوبائی حکومت کی جانب سے مختلف امور پر تفصیلی غور کیا گیا اور متعلقہ حکام کو ہدایات جاری کی گئیں کہ عوامی مسائل کے حل کے لیے فوری اقدامات کیے جائیں اور تمام منصوبوں کی بروقت تکمیل کو یقینی بنایا جائے۔ بجلی اور کمپیوٹر کے حوالے سے ایک اجلاس منعقد ہوا جس میں صوبائی حکومت کی جانب سے مختلف امور پر تفصیلی غور کیا گیا اور متعلقہ حکام کو ہدایات جاری کی گئیں کہ عوامی مسائل کے حل کے لیے فوری اقدامات کیے جائیں اور تمام منصوبوں کی بروقت تکمیل کو یقینی بنایا جائے۔ [4, 1554, 110, 1679]
entry-number: 54 [197, 1579, 220, 1592]
entry-type: قیمت [564, 452, 584, 462]
entry-header-bar [4, 915, 110, 930]
entry-heading [117, 1943, 198, 1957]
entry-label: نمبر [734, 1306, 749, 1316]
entry-heading [117, 1728, 198, 1741]
news-entry [227, 27, 332, 170]
entry-header-bar [671, 517, 776, 532]
entry-header-bar [4, 1685, 110, 1700]
entry-label: نمبر [290, 1306, 305, 1316]
entry-body: بجلی اور کمپیوٹر کے حوالے سے ایک اجلاس منعقد ہوا جس میں صوبائی حکومت کی جانب سے مختلف امور پر تفصیلی غور کیا گیا اور متعلقہ حکام کو ہدایات جاری کی گئیں کہ عوامی مسائل کے حل کے لیے فوری اقدامات کیے جائیں اور تمام منصوبوں کی بروقت تکمیل کو یقینی بنایا جائے۔ بجلی اور کمپیوٹر کے حوالے سے ایک اجلاس منعقد ہوا جس میں صوبائی حکومت کی جانب سے مختلف امور پر تفصیلی غور کیا گیا اور متعلقہ حکام کو ہدایات جاری کی گئیں کہ عوامی مسائل کے حل کے لیے فوری اقدامات کیے جائیں اور تمام منصوبوں کی بروقت تکمیل کو یقینی بنایا جائے۔ بجلی اور کمپیوٹر کے حوالے سے ایک اجلاس منعقد ہوا جس میں صوبائی حکومت کی جانب سے مختلف امور پر تفصیلی غور کیا گیا اور متعلقہ حکام کو ہدایات جاری کی گئیں کہ عوامی مسائل کے حل کے لیے فوری اقدامات کیے جائیں اور تمام منصوبوں کی بروقت تکمیل کو یقینی بنایا جائے۔ [782, 44, 887, 236]
entry-heading [561, 28, 641, 41]
entry-type: قیمت [120, 1580, 140, 1590]
entry-body: بجلی اور کمپیوٹر کے حوالے سے ایک اجلاس منعقد ہوا جس میں صوبائی حکومت کی جانب سے مختلف امور پر تفصیلی غور کیا گیا اور متعلقہ حکام کو ہدایات جاری کی گئیں کہ عوامی مسائل کے حل کے لیے فوری اقدامات کیے جائیں اور تمام منصوبوں کی بروقت تکمیل کو یقینی بنایا جائے۔ بجلی اور کمپیوٹر کے حوالے سے ایک اجلاس منعقد ہوا جس میں صوبائی حکومت کی جانب سے مختلف امور پر تفصیلی غور کیا گیا اور متعلقہ حکام کو ہدایات جاری کی گئیں کہ عوامی مسائل کے حل کے لیے فوری اقدامات کیے جائیں اور تمام منصوبوں کی بروقت تکمیل کو یقینی بنایا جائے۔ [227, 44, 333, 169]
entry-heading [117, 941, 198, 954]
entry-header-bar [671, 1304, 776, 1319]
entry-header-bar [560, 1088, 665, 1103]
entry-body: بجلی اور کمپیوٹر کے حوالے سے ایک اجلاس منعقد ہوا جس میں صوبائی حکومت کی جانب سے مختلف امور پر تفصیلی غور کیا گیا اور متعلقہ حکام کو ہدایات جاری کی گئیں کہ عوامی مسائل کے حل کے لیے فوری اقدامات کیے جائیں اور تمام منصوبوں کی بروقت تکمیل کو یقینی بنایا جائے۔ بجلی اور کمپیوٹر کے حوالے سے ایک اجلاس منعقد ہوا جس میں صوبائی حکومت کی جانب سے مختلف امور پر تفصیلی غور کیا گیا اور متعلقہ حکام کو ہدایات جاری کی گئیں کہ عوامی مسائل کے حل کے لیے فوری اقدامات کیے جائیں اور تمام منصوبوں کی بروقت تکمیل کو یقینی بنایا جائے۔ بجلی اور کمپیوٹر کے حوالے سے ایک اجلاس منعقد ہوا جس میں صوبائی حکومت کی جانب سے مختلف امور پر تفصیلی غور کیا گیا اور متعلقہ حکام کو ہدایات جاری کی گئیں کہ عوامی مسائل کے حل کے لیے فوری اقدامات کیے جائیں اور تمام منصوبوں کی بروقت تکمیل کو یقینی بنایا جائے۔ [338, 831, 443, 1023]
entry-number: 11 [751, 882, 774, 895]
news-entry [782, 242, 887, 511]
entry-label: نمبر [512, 941, 527, 951]
entry-type: قیمت [231, 29, 251, 38]
entry-header-bar [4, 293, 110, 308]
entry-heading [339, 28, 419, 41]
entry-number: 67 [86, 1686, 109, 1700]
entry-label: نمبر [623, 667, 637, 677]
entry-header-bar [671, 666, 776, 681]
entry-type: قیمت [231, 393, 251, 403]
entry-heading [228, 176, 308, 190]
entry-number: 10 [751, 666, 774, 680]
entry-number: 58 [197, 2366, 220, 2379]
entry-number: 9 [751, 518, 774, 531]
news-entry [338, 1030, 443, 1298]
entry-type: قیمت [786, 1158, 806, 1167]
entry-heading [450, 1089, 531, 1102]
entry-header-bar [4, 2158, 110, 2173]
entry-heading [672, 1156, 752, 1169]
entry-body: بجلی اور کمپیوٹر کے حوالے سے ایک اجلاس منعقد ہوا جس میں صوبائی حکومت کی جانب سے مختلف امور پر تفصیلی غور کیا گیا اور متعلقہ حکام کو ہدایات جاری کی گئیں کہ عوامی مسائل کے حل کے لیے فوری اقدامات کیے جائیں اور تمام منصوبوں کی بروقت تکمیل کو یقینی بنایا جائے۔ بجلی اور کمپیوٹر کے حوالے سے ایک اجلاس منعقد ہوا جس میں صوبائی حکومت کی جانب سے مختلف امور پر تفصیلی غور کیا گیا اور متعلقہ حکام کو ہدایات جاری کی گئیں کہ عوامی مسائل کے حل کے لیے فوری اقدامات کیے جائیں اور تمام منصوبوں کی بروقت تکمیل کو یقینی بنایا جائے۔ بجلی اور کمپیوٹر کے حوالے سے ایک اجلاس منعقد ہوا جس میں صوبائی حکومت کی جانب سے مختلف امور پر تفصیلی غور کیا گیا اور متعلقہ حکام کو ہدایات جاری کی گئیں کہ عوامی مسائل کے حل کے لیے فوری اقدامات کیے جائیں اور تمام منصوبوں کی بروقت تکمیل کو یقینی بنایا جائے۔ [227, 831, 333, 1023]
entry-label: نمبر [512, 1306, 527, 1316]
entry-heading [117, 2366, 198, 2379]
news-entry [117, 1304, 222, 1572]
news-entry [450, 449, 555, 659]
entry-type: قیمت [675, 1158, 694, 1167]
entry-body: بجلی اور کمپیوٹر کے حوالے سے ایک اجلاس منعقد ہوا جس میں صوبائی حکومت کی جانب سے مختلف امور پر تفصیلی غور کیا گیا اور متعلقہ حکام کو ہدایات جاری کی گئیں کہ عوامی مسائل کے حل کے لیے فوری اقدامات کیے جائیں اور تمام منصوبوں کی بروقت تکمیل کو یقینی بنایا جائے۔ بجلی اور کمپیوٹر کے حوالے سے ایک اجلاس منعقد ہوا جس میں صوبائی حکومت کی جانب سے مختلف امور پر تفصیلی غور کیا گیا اور متعلقہ حکام کو ہدایات جاری کی گئیں کہ عوامی مسائل کے حل کے لیے فوری اقدامات کیے جائیں اور تمام منصوبوں کی بروقت تکمیل کو یقینی بنایا جائے۔ بجلی اور کمپیوٹر کے حوالے سے ایک اجلاس منعقد ہوا جس میں صوبائی حکومت کی جانب سے مختلف امور پر تفصیلی غور کیا گیا اور متعلقہ حکام کو ہدایات جاری کی گئیں کہ عوامی مسائل کے حل کے لیے فوری اقدامات کیے جائیں اور تمام منصوبوں کی بروقت تکمیل کو یقینی بنایا جائے۔ بجلی اور کمپیوٹر کے حوالے سے ایک اجلاس منعقد ہوا جس میں صوبائی حکومت کی جانب سے مختلف امور پر تفصیلی غور کیا گیا اور متعلقہ حکام کو ہدایات جاری کی گئیں کہ عوامی مسائل کے حل کے لیے فوری اقدامات کیے جائیں اور تمام منصوبوں کی بروقت تکمیل کو یقینی بنایا جائے۔ [116, 1321, 222, 1572]
entry-number: 37 [419, 1453, 442, 1466]
entry-body: بجلی اور کمپیوٹر کے حوالے سے ایک اجلاس منعقد ہوا جس میں صوبائی حکومت کی جانب سے مختلف امور پر تفصیلی غور کیا گیا اور متعلقہ حکام کو ہدایات جاری کی گئیں کہ عوامی مسائل کے حل کے لیے فوری اقدامات کیے جائیں اور تمام منصوبوں کی بروقت تکمیل کو یقینی بنایا جائے۔ بجلی اور کمپیوٹر کے حوالے سے ایک اجلاس منعقد ہوا جس میں صوبائی حکومت کی جانب سے مختلف امور پر تفصیلی غور کیا گیا اور متعلقہ حکام کو ہدایات جاری کی گئیں کہ عوامی مسائل کے حل کے لیے فوری اقدامات کیے جائیں اور تمام منصوبوں کی بروقت تکمیل کو یقینی بنایا جائے۔ بجلی اور کمپیوٹر کے حوالے سے ایک اجلاس منعقد ہوا جس میں صوبائی حکومت کی جانب سے مختلف امور پر تفصیلی غور کیا گیا اور متعلقہ حکام کو ہدایات جاری کی گئیں کہ عوامی مسائل کے حل کے لیے فوری اقدامات کیے جائیں اور تمام منصوبوں کی بروقت تکمیل کو یقینی بنایا جائے۔ [4, 1080, 110, 1264]
entry-heading [450, 1943, 531, 1957]
news-entry [450, 301, 555, 444]
news-entry [4, 441, 110, 643]
entry-header-bar [782, 27, 887, 42]
entry-body: بجلی اور کمپیوٹر کے حوالے سے ایک اجلاس منعقد ہوا جس میں صوبائی حکومت کی جانب سے مختلف امور پر تفصیلی غور کیا گیا اور متعلقہ حکام کو ہدایات جاری کی گئیں کہ عوامی مسائل کے حل کے لیے فوری اقدامات کیے جائیں اور تمام منصوبوں کی بروقت تکمیل کو یقینی بنایا جائے۔ بجلی اور کمپیوٹر کے حوالے سے ایک اجلاس منعقد ہوا جس میں صوبائی حکومت کی جانب سے مختلف امور پر تفصیلی غور کیا گیا اور متعلقہ حکام کو ہدایات جاری کی گئیں کہ عوامی مسائل کے حل کے لیے فوری اقدامات کیے جائیں اور تمام منصوبوں کی بروقت تکمیل کو یقینی بنایا جائے۔ [116, 319, 222, 443]
entry-heading [672, 28, 752, 41]
entry-number: 35 [419, 1030, 442, 1044]
entry-number: 8 [751, 243, 774, 256]
entry-label: نمبر [734, 667, 749, 677]
entry-header-bar [450, 1727, 555, 1742]
entry-body: بجلی اور کمپیوٹر کے حوالے سے ایک اجلاس منعقد ہوا جس میں صوبائی حکومت کی جانب سے مختلف امور پر تفصیلی غور کیا گیا اور متعلقہ حکام کو ہدایات جاری کی گئیں کہ عوامی مسائل کے حل کے لیے فوری اقدامات کیے جائیں اور تمام منصوبوں کی بروقت تکمیل کو یقینی بنایا جائے۔ بجلی اور کمپیوٹر کے حوالے سے ایک اجلاس منعقد ہوا جس میں صوبائی حکومت کی جانب سے مختلف امور پر تفصیلی غور کیا گیا اور متعلقہ حکام کو ہدایات جاری کی گئیں کہ عوامی مسائل کے حل کے لیے فوری اقدامات کیے جائیں اور تمام منصوبوں کی بروقت تکمیل کو یقینی بنایا جائے۔ [4, 2176, 110, 2300]
entry-heading [561, 302, 641, 315]
entry-label: نمبر [290, 393, 305, 403]
entry-heading [672, 518, 752, 531]
entry-type: قیمت [343, 816, 362, 826]
news-column [556, 25, 668, 1598]
entry-label: نمبر [512, 1580, 527, 1590]
entry-number: 15 [641, 302, 664, 315]
entry-heading [117, 450, 198, 464]
entry-header-bar [560, 449, 665, 464]
news-entry [560, 1088, 665, 1298]
news-entry [560, 27, 665, 295]
entry-heading [5, 294, 86, 307]
entry-body: بجلی اور کمپیوٹر کے حوالے سے ایک اجلاس منعقد ہوا جس میں صوبائی حکومت کی جانب سے مختلف امور پر تفصیلی غور کیا گیا اور متعلقہ حکام کو ہدایات جاری کی گئیں کہ عوامی مسائل کے حل کے لیے فوری اقدامات کیے جائیں اور تمام منصوبوں کی بروقت تکمیل کو یقینی بنایا جائے۔ بجلی اور کمپیوٹر کے حوالے سے ایک اجلاس منعقد ہوا جس میں صوبائی حکومت کی جانب سے مختلف امور پر تفصیلی غور کیا گیا اور متعلقہ حکام کو ہدایات جاری کی گئیں کہ عوامی مسائل کے حل کے لیے فوری اقدامات کیے جائیں اور تمام منصوبوں کی بروقت تکمیل کو یقینی بنایا جائے۔ بجلی اور کمپیوٹر کے حوالے سے ایک اجلاس منعقد ہوا جس میں صوبائی حکومت کی جانب سے مختلف امور پر تفصیلی غور کیا گیا اور متعلقہ حکام کو ہدایات جاری کی گئیں کہ عوامی مسائل کے حل کے لیے فوری اقدامات کیے جائیں اور تمام منصوبوں کی بروقت تکمیل کو یقینی بنایا جائے۔ [782, 682, 887, 875]
entry-label: نمبر [512, 1944, 527, 1954]
entry-label: نمبر [290, 29, 305, 38]
news-column [223, 25, 335, 1662]
entry-type: قیمت [786, 883, 806, 892]
entry-label: نمبر [512, 29, 527, 38]
entry-heading [117, 1579, 198, 1592]
entry-body: بجلی اور کمپیوٹر کے حوالے سے ایک اجلاس منعقد ہوا جس میں صوبائی حکومت کی جانب سے مختلف امور پر تفصیلی غور کیا گیا اور متعلقہ حکام کو ہدایات جاری کی گئیں کہ عوامی مسائل کے حل کے لیے فوری اقدامات کیے جائیں اور تمام منصوبوں کی بروقت تکمیل کو یقینی بنایا جائے۔ بجلی اور کمپیوٹر کے حوالے سے ایک اجلاس منعقد ہوا جس میں صوبائی حکومت کی جانب سے مختلف امور پر تفصیلی غور کیا گیا اور متعلقہ حکام کو ہدایات جاری کی گئیں کہ عوامی مسائل کے حل کے لیے فوری اقدامات کیے جائیں اور تمام منصوبوں کی بروقت تکمیل کو یقینی بنایا جائے۔ بجلی اور کمپیوٹر کے حوالے سے ایک اجلاس منعقد ہوا جس میں صوبائی حکومت کی جانب سے مختلف امور پر تفصیلی غور کیا گیا اور متعلقہ حکام کو ہدایات جاری کی گئیں کہ عوامی مسائل کے حل کے لیے فوری اقدامات کیے جائیں اور تمام منصوبوں کی بروقت تکمیل کو یقینی بنایا جائے۔ بجلی اور کمپیوٹر کے حوالے سے ایک اجلاس منعقد ہوا جس میں صوبائی حکومت کی جانب سے مختلف امور پر تفصیلی غور کیا گیا اور متعلقہ حکام کو ہدایات جاری کی گئیں کہ عوامی مسائل کے حل کے لیے فوری اقدامات کیے جائیں اور تمام منصوبوں کی بروقت تکمیل کو یقینی بنایا جائے۔ [338, 1685, 443, 1936]
entry-type: قیمت [9, 917, 28, 926]
entry-body: بجلی اور کمپیوٹر کے حوالے سے ایک اجلاس منعقد ہوا جس میں صوبائی حکومت کی جانب سے مختلف امور پر تفصیلی غور کیا گیا اور متعلقہ حکام کو ہدایات جاری کی گئیں کہ عوامی مسائل کے حل کے لیے فوری اقدامات کیے جائیں اور تمام منصوبوں کی بروقت تکمیل کو یقینی بنایا جائے۔ بجلی اور کمپیوٹر کے حوالے سے ایک اجلاس منعقد ہوا جس میں صوبائی حکومت کی جانب سے مختلف امور پر تفصیلی غور کیا گیا اور متعلقہ حکام کو ہدایات جاری کی گئیں کہ عوامی مسائل کے حل کے لیے فوری اقدامات کیے جائیں اور تمام منصوبوں کی بروقت تکمیل کو یقینی بنایا جائے۔ [560, 957, 665, 1082]
entry-number: 30 [419, 28, 442, 41]
entry-number: 69 [86, 2159, 109, 2172]
entry-heading [117, 28, 198, 41]
entry-heading [5, 916, 86, 929]
entry-header-bar [671, 1155, 776, 1170]
entry-label: نمبر [180, 667, 194, 677]
entry-number: 18 [641, 941, 664, 954]
entry-header-bar [227, 814, 332, 829]
entry-label: نمبر [845, 519, 859, 529]
entry-number: 60 [86, 294, 109, 307]
news-entry [782, 666, 887, 876]
entry-type: قیمت [564, 941, 584, 951]
entry-header-bar [117, 666, 222, 681]
entry-header-bar [117, 301, 222, 316]
entry-type: قیمت [231, 816, 251, 826]
entry-header-bar [450, 1088, 555, 1103]
entry-number: 40 [308, 176, 331, 190]
news-entry [227, 814, 332, 1024]
